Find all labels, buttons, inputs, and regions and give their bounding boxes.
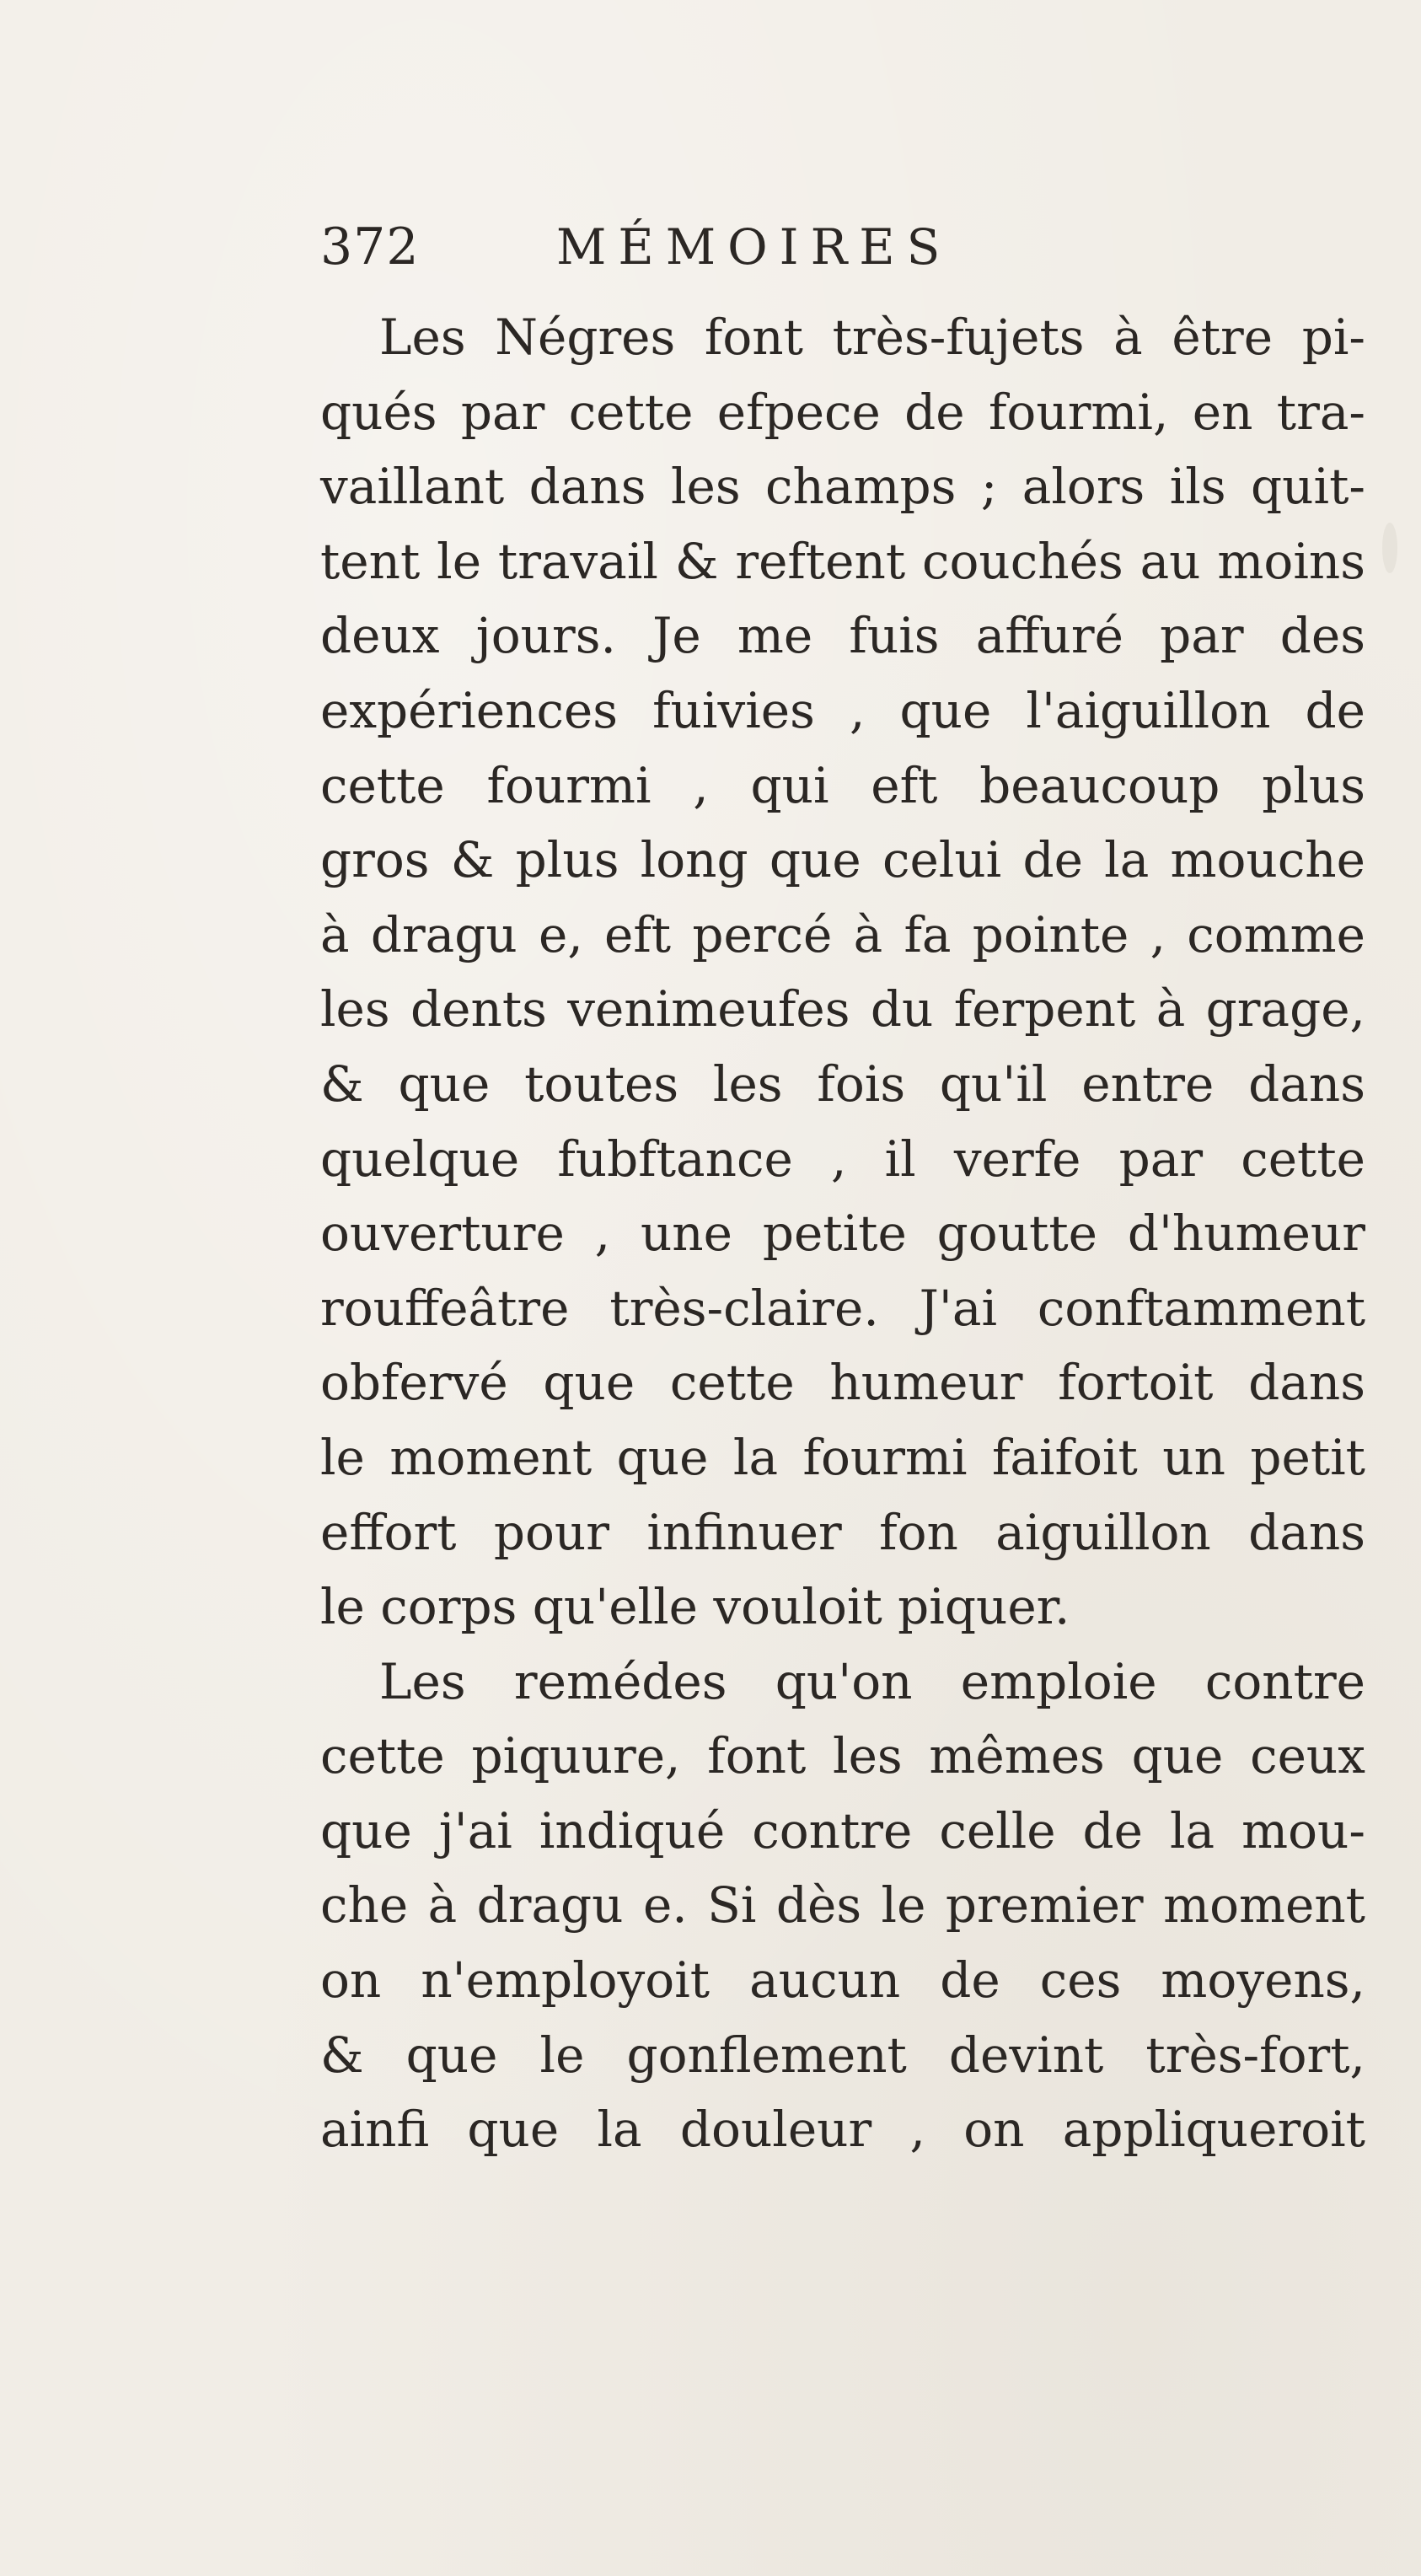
text-line: deux jours. Je me fuis affuré par des: [320, 607, 1365, 665]
text-line: & que le gonflement devint très-fort,: [320, 2026, 1365, 2084]
paper-stain: [1382, 523, 1397, 573]
running-head: MÉMOIRES: [556, 218, 952, 276]
text-line: tent le travail & reftent couchés au moins: [320, 532, 1365, 590]
page-number: 372: [320, 217, 420, 276]
text-line: à dragu e, eft percé à fa pointe , comme: [320, 905, 1365, 963]
text-line: Les Négres font très-fujets à être pi-: [379, 309, 1365, 366]
text-line: le corps qu'elle vouloit piquer.: [320, 1578, 1070, 1636]
text-line: effort pour infinuer fon aiguillon dans: [320, 1503, 1365, 1561]
text-line: le moment que la fourmi faifoit un petit: [320, 1428, 1365, 1486]
text-line: vaillant dans les champs ; alors ils quit-: [320, 458, 1365, 516]
text-line: quelque fubftance , il verfe par cette: [320, 1130, 1365, 1188]
text-line: obfervé que cette humeur fortoit dans: [320, 1354, 1365, 1412]
text-line: cette piquure, font les mêmes que ceux: [320, 1727, 1365, 1785]
page-header: [320, 209, 1163, 285]
text-line: Les remédes qu'on emploie contre: [379, 1652, 1365, 1710]
text-line: qués par cette efpece de fourmi, en tra-: [320, 383, 1365, 441]
text-line: & que toutes les fois qu'il entre dans: [320, 1055, 1365, 1113]
text-line: cette fourmi , qui eft beaucoup plus: [320, 756, 1365, 814]
text-line: que j'ai indiqué contre celle de la mou-: [320, 1801, 1365, 1860]
text-line: che à dragu e. Si dès le premier moment: [320, 1876, 1365, 1935]
body-text: [320, 300, 1365, 2167]
text-line: ouverture , une petite goutte d'humeur: [320, 1205, 1365, 1263]
text-line: on n'employoit aucun de ces moyens,: [320, 1951, 1365, 2010]
text-line: gros & plus long que celui de la mouche: [320, 831, 1365, 889]
text-line: expériences fuivies , que l'aiguillon de: [320, 681, 1365, 739]
text-line: rouffeâtre très-claire. J'ai conftamment: [320, 1279, 1365, 1337]
text-line: ainfi que la douleur , on appliqueroit: [320, 2101, 1365, 2159]
text-line: les dents venimeufes du ferpent à grage,: [320, 980, 1365, 1038]
